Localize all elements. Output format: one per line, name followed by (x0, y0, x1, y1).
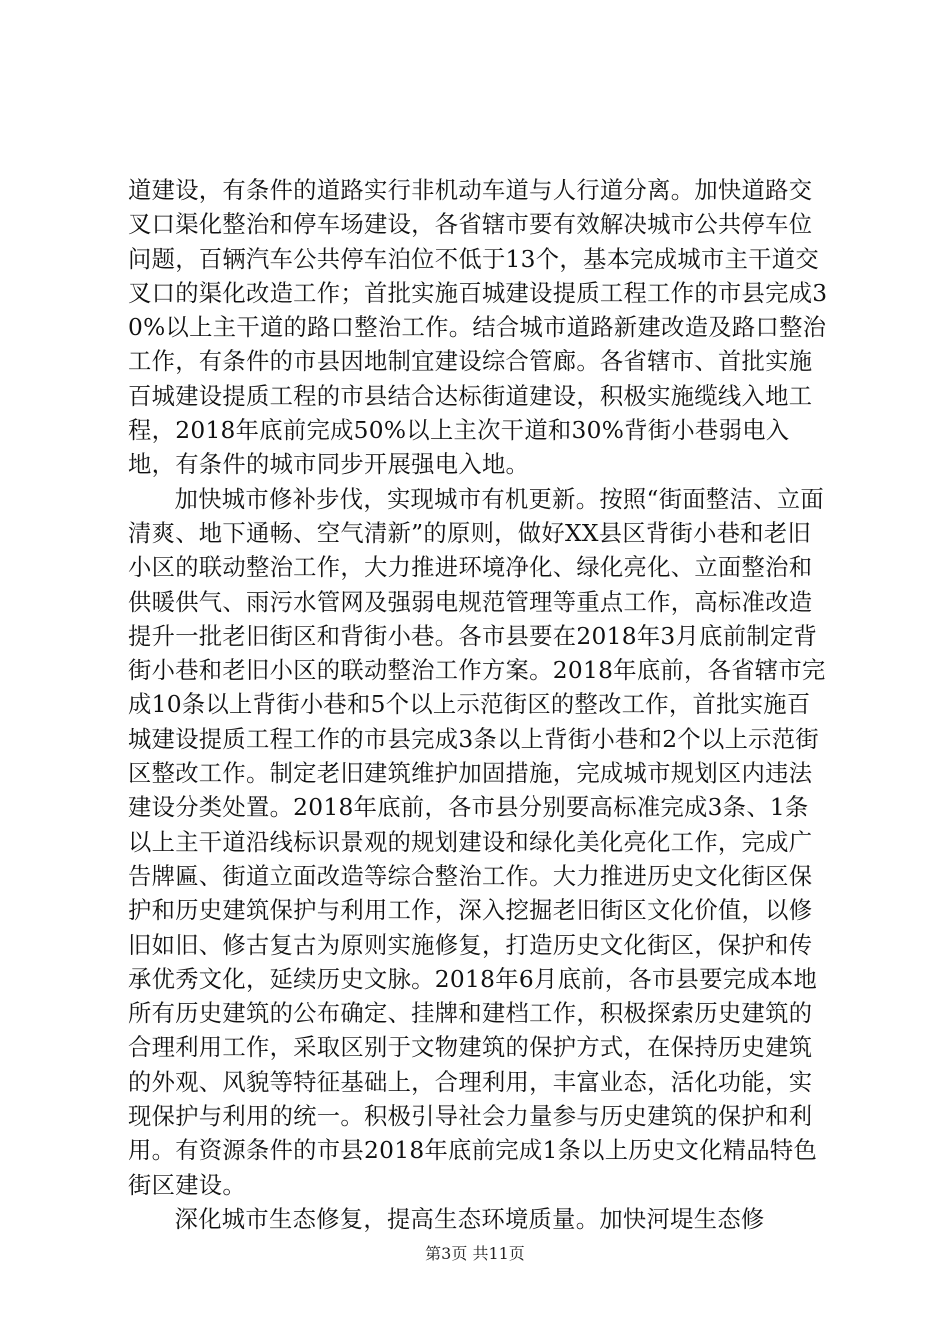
document-body (128, 174, 828, 1237)
paragraph-2: 加快城市修补步伐，实现城市有机更新。按照“街面整洁、立面清爽、地下通畅、空气清新”的原则，做好XX县区背街小巷和老旧小区的联动整治工作，大力推进环境净化、绿化亮化、立面整治和供暖供气、雨污水管网及强弱电规范管理等重点工作，高标准改造提升一批老旧街区和背街小巷。各市县要在2018年3月底前制定背街小巷和老旧小区的联动整治工作方案。2018年底前，各省辖市完成10条以上背街小巷和5个以上示范街区的整改工作，首批实施百城建设提质工程工作的市县完成3条以上背街小巷和2个以上示范街区整改工作。制定老旧建筑维护加固措施，完成城市规划区内违法建设分类处置。2018年底前，各市县分别要高标准完成3条、1条以上主干道沿线标识景观的规划建设和绿化美化亮化工作，完成广告牌匾、街道立面改造等综合整治工作。大力推进历史文化街区保护和历史建筑保护与利用工作，深入挖掘老旧街区文化价值，以修旧如旧、修古复古为原则实施修复，打造历史文化街区，保护和传承优秀文化，延续历史文脉。2018年6月底前，各市县要完成本地所有历史建筑的公布确定、挂牌和建档工作，积极探索历史建筑的合理利用工作，采取区别于文物建筑的保护方式，在保持历史建筑的外观、风貌等特征基础上，合理利用，丰富业态，活化功能，实现保护与利用的统一。积极引导社会力量参与历史建筑的保护和利用。有资源条件的市县2018年底前完成1条以上历史文化精品特色街区建设。 (128, 485, 826, 1199)
paragraph-3: 深化城市生态修复，提高生态环境质量。加快河堤生态修 (174, 1205, 765, 1233)
page-footer (0, 1244, 950, 1264)
paragraph-1: 道建设，有条件的道路实行非机动车道与人行道分离。加快道路交叉口渠化整治和停车场建设，各省辖市要有效解决城市公共停车位问题，百辆汽车公共停车泊位不低于13个，基本完成城市主干道交叉口的渠化改造工作；首批实施百城建设提质工程工作的市县完成30%以上主干道的路口整治工作。结合城市道路新建改造及路口整治工作，有条件的市县因地制宜建设综合管廊。各省辖市、首批实施百城建设提质工程的市县结合达标街道建设，积极实施缆线入地工程，2018年底前完成50%以上主次干道和30%背街小巷弱电入地，有条件的城市同步开展强电入地。 (128, 177, 828, 479)
page-number-label: 第3页 共11页 (425, 1244, 525, 1263)
